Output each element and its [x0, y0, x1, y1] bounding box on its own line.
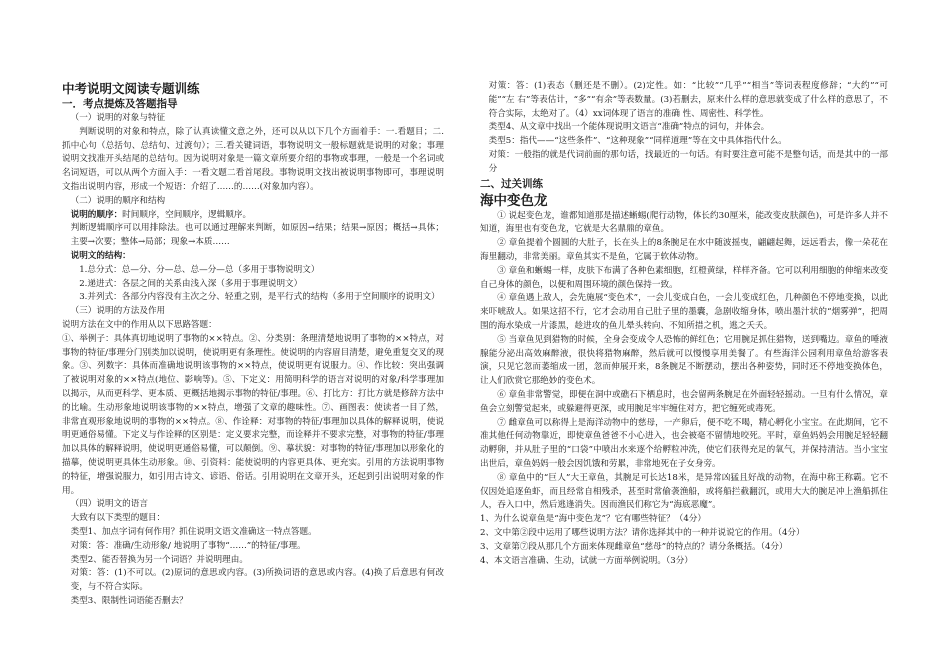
- article-paragraph: ⑥ 章鱼非常警觉，即便在洞中或礁石下栖息时，也会留两条腕足在外面轻轻摇动。一旦有什么情况，章鱼会立刻警觉起来，或躲避得更深，或用腕足牢牢缠住对方，把它缠死或毒死。: [480, 389, 888, 414]
- paragraph-language-intro: 大致有以下类型的题目：: [70, 513, 166, 524]
- document-title: 中考说明文阅读专题训练: [62, 81, 200, 96]
- section-heading-2: 二、过关训练: [480, 177, 543, 190]
- structure-item: 2.递进式：各层之间的关系由浅入深（多用于事理说明文）: [79, 278, 303, 289]
- paragraph-methods-list: ①、举例子：具体真切地说明了事物的××特点。②、分类别：条理清楚地说明了事物的××特点，对事物的特征/事理分门别类加以说明，使说明更有条理性。使说明的内容眉目清楚，避免重复交叉的现象。③、列数字：具体而准确地说明该事物的××特点，使说明更有说服力。④、作比较：突出强调了被说明对象的××特点(地位、影响等)。⑤、下定义：用简明科学的语言对说明的对象/科学事理加以揭示，从而更科学、更本质、更概括地揭示事物的特征/事理。⑥、打比方：打比方就是修辞方法中的比喻。生动形象地说明该事物的××特点，增强了文章的趣味性。⑦、画图表：使读者一目了然，非常直观形象地说明的事物的××特点。⑧、作诠释：对事物的特征/事理加以具体的解释说明，使说明更通俗易懂。下定义与作诠释的区别是：定义要求完整，而诠释并不要求完整，对事物的特征/事理加以具体的解释说明，使说明更通俗易懂，可以颠倒。⑨、摹状貌：对事物的特征/事理加以形象化的描摹，使说明更具体生动形象。⑩、引资料：能使说明的内容更具体、更充实。引用的方法说明事物的特征，增强说服力，如引用古诗文、谚语、俗话。引用说明在文章开头，还起到引出说明对象的作用。: [62, 333, 444, 496]
- question-type-4: 类型4、从文章中找出一个能体现说明文语言“准确”特点的词句，并体会。: [488, 122, 770, 133]
- article-paragraph: ⑤ 当章鱼见到猎物的时候，全身会变成令人恐怖的鲜红色；它用腕足抓住猎物，送到嘴边。章鱼的唾液腺能分泌出高效麻醉液，很快将猎物麻醉，然后就可以慢慢享用美餐了。有些海洋公园利用章鱼给游客表演，只见它忽而萎缩成一团，忽而伸展开来，8条腕足不断摆动，摆出各种姿势，同时还不停地变换体色，让人们欣赏它那绝妙的变色术。: [480, 334, 888, 387]
- subsection-heading-language: （四）说明文的语言: [70, 499, 148, 510]
- question-type-2: 类型2、能否替换为另一个词语？并说明理由。: [70, 554, 248, 565]
- exercise-question: 3、文章第⑦段从那几个方面来体现雌章鱼“慈母”的特点的？请分条概括。（4分）: [480, 541, 788, 552]
- section-heading-1: 一．考点提炼及答题指导: [62, 98, 178, 110]
- article-paragraph: ⑧ 章鱼中的“巨人”大王章鱼，其腕足可长达18米，是异常凶猛且好战的动物，在海中称王称霸。它不仅因处追逐鱼虾，而且经常自相残杀，甚至时常偷袭渔船，或将船拦截翻沉，或用大大的腕足冲上渔船抓住人，吞入口中，然后逃逢消失。因而渔民们称它为“海底恶魔”。: [480, 472, 888, 511]
- subsection-heading-object: （一）说明的对象与特征: [70, 113, 166, 123]
- order-label: 说明的顺序：: [70, 209, 123, 220]
- question-type-3: 类型3、限制性词语能否删去？: [70, 595, 188, 606]
- structure-item: 3.并列式：各部分内容没有主次之分、轻重之别，是平行式的结构（多用于空间顺序的说明文）: [79, 292, 440, 303]
- strategy-5: 对策：一般指的就是代词前面的那句话，找最近的一句话。有时要注意可能不是整句话，而是其中的一部分: [488, 149, 888, 174]
- strategy-2: 对策：答：(1)不可以。(2)原词的意思或内容。(3)所换词语的意思或内容。(4)换了后意思有何改变，与不符合实际。: [70, 568, 444, 593]
- right-column: [480, 0, 888, 658]
- structure-item: 1.总分式：总—分、分—总、总—分—总（多用于事物说明文）: [79, 264, 320, 275]
- exercise-question: 2、文中第②段中运用了哪些说明方法？请你选择其中的一种并说说它的作用。（4分）: [480, 527, 805, 538]
- order-text: 时间顺序，空间顺序，逻辑顺序。: [122, 209, 252, 220]
- article-paragraph: ② 章鱼提着个圆圆的大肚子，长在头上的8条腕足在水中随波摇曳，翩翩起舞，远远看去，像一朵花在海里翻动，非常美丽。章鱼其实不是鱼，它属于软体动物。: [480, 238, 888, 262]
- article-paragraph: ⑦ 雌章鱼可以称得上是海洋动物中的慈母，一产卵后，便不吃不喝，精心孵化小宝宝。在此期间，它不准其他任何动物靠近，即使章鱼爸爸不小心进入，也会被毫不留情地咬死。平时，章鱼妈妈会用腕足轻轻翻动孵卵，并从肚子里的“口袋”中喷出水来逐个给孵粒冲洗，使它们获得充足的氧气，并保持清洁。当小宝宝出世后，章鱼妈妈一般会因饥饿和劳累，非常地死在子女身旁。: [480, 417, 888, 469]
- article-paragraph: ④ 章鱼遇上敌人，会先施展“变色术”，一会儿变成白色，一会儿变成红色，几种颜色不停地变换，以此来吓唬敌人。如果这招不行，它才会动用自己肚子里的墨囊，急剧收缩身体，喷出墨汁状的“烟雾弹”，把周围的海水染成一片漆黑，趁进攻的鱼儿晕头转向、不知所措之机，逃之夭夭。: [480, 293, 888, 331]
- paragraph-methods-intro: 说明方法在文中的作用从以下思路答题：: [62, 319, 217, 330]
- left-column: [62, 0, 444, 658]
- paragraph-object-feature: 判断说明的对象和特点，除了认真读懂文意之外，还可以从以下几个方面着手：一.看题目；二.抓中心句（总括句、总结句、过渡句）；三.看关键词语，事物说明文一般标题就是说明的对象；事理说明文找准开头结尾的总结句。因为说明对象是一篇文章所要介绍的事物或事理，一般是一个名词或名词短语，可以从两个方面入手：一看文题二看首尾段。事物说明文找出被说明事物即可，事理说明文指出说明内容，形成一个短语：介绍了……的……(对象加内容）。: [62, 126, 444, 192]
- subsection-heading-order: （二）说明的顺序和结构: [70, 195, 166, 206]
- question-type-1: 类型1、加点字词有何作用？抓住说明文语文准确这一特点答题。: [70, 526, 317, 537]
- exercise-question: 4、本文语言准确、生动，试就一方面举例说明。（3分）: [480, 555, 693, 566]
- order-line: [62, 209, 444, 223]
- strategy-1: 对策：答：准确/生动形象/ 地说明了事物“……”的特征/事理。: [70, 540, 306, 551]
- article-paragraph: ① 说起变色龙，谁都知道那是描述蜥蜴(爬行动物，体长约30厘米，能改变皮肤颜色)，可是许多人并不知道，海里也有变色龙，它就是大名鼎鼎的章鱼。: [480, 210, 888, 235]
- article-paragraph: ③ 章鱼和蜥蜴一样，皮肤下布满了各种色素细胞，红橙黄绿，样样齐备。它可以利用细胞的伸缩来改变自己身体的颜色，以便和周围环境的颜色保持一致。: [480, 265, 888, 290]
- paragraph-logic-order: 判断逻辑顺序可以用排除法。也可以通过理解来判断，如原因→结果；结果→原因；概括→具体；主要→次要；整体→局部；现象→本质……: [70, 223, 444, 248]
- exercise-question: 1、为什么说章鱼是“海中变色龙”？它有哪些特征？（4分）: [480, 514, 706, 525]
- strategy-3: 对策：答：(1)表态（删还是不删）。(2)定性。如：“比较”“几乎”“相当”等词表程度修辞；“大约”“可能”“左 右”等表估计，“多”“有余”等表数量。(3)若删去，原来什么样的意思就变成了什么样的意思了，不符合实际，太绝对了。（4）xx词体现了语言的准确 性、周密性、科学性。: [488, 81, 888, 119]
- structure-label: 说明文的结构：: [70, 250, 131, 261]
- article-title: 海中变色龙: [480, 192, 548, 209]
- question-type-5: 类型5：指代——“这些条件”、“这种现象”“同样道理”等在文中具体指代什么。: [488, 136, 787, 147]
- subsection-heading-methods: （三）说明的方法及作用: [70, 306, 166, 317]
